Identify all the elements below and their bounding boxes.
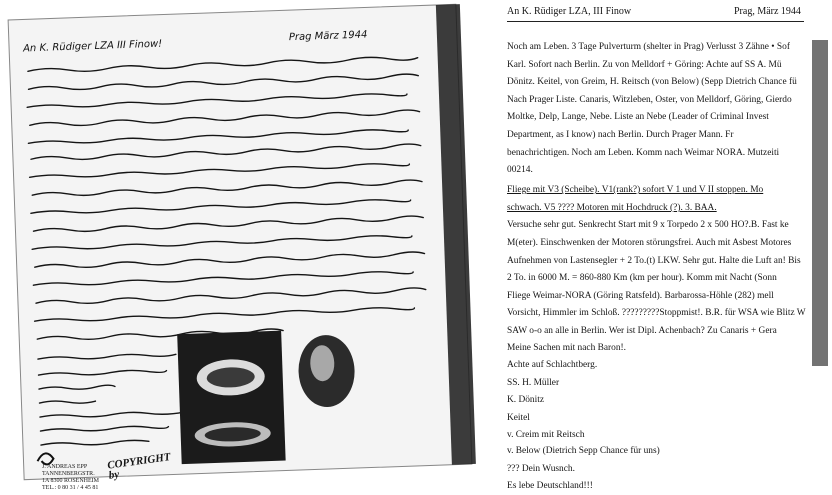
transcript-line: Vorsicht, Himmler im Schloß. ?????????Stoppmist!. B.R. für WSA wie Blitz W: [507, 308, 806, 318]
transcript-line: Fliege mit V3 (Scheibe). V1(rank?) sofort V 1 und V II stoppen. Mo: [507, 185, 764, 195]
transcript-line: schwach. V5 ???? Motoren mit Hochdruck (?). 3. BAA.: [507, 203, 717, 213]
handwritten-letter-scan: [4, 2, 476, 490]
transcript-line: Keitel: [507, 413, 530, 423]
heading-rule: [507, 21, 804, 22]
collector-stamp: J. ANDREAS EPP TANNENBERGSTR. 1A 8300 ROSENHEIM TEL.: 0 80 31 / 4 45 81: [42, 464, 100, 491]
transcript-line: Moltke, Delp, Lange, Nebe. Liste an Nebe (Leader of Criminal Invest: [507, 112, 769, 122]
transcript-line: Versuche sehr gut. Senkrecht Start mit 9 x Torpedo 2 x 500 HO?.B. Fast ke: [507, 220, 789, 230]
transcript-line: 2 To. in 6000 M. = 860-880 Km (km per hour). Komm mit Nacht (Sonn: [507, 273, 777, 283]
scanned-letter-image: [4, 2, 476, 490]
transcript-line: v. Below (Dietrich Sepp Chance für uns): [507, 446, 660, 456]
transcript-line: Department, as I know) nach Berlin. Durch Prager Mann. Fr: [507, 130, 734, 140]
transcript-line: Karl. Sofort nach Berlin. Zu von Melldorf + Göring: Achte auf SS A. Mü: [507, 60, 782, 70]
transcript-line: Fliege Weimar-NORA (Göring Ratsfeld). Barbarossa-Höhle (282) mell: [507, 291, 774, 301]
scan-edge-shadow: [812, 40, 828, 366]
transcript-line: ??? Dein Wusnch.: [507, 464, 575, 474]
transcript-line: benachrichtigen. Noch am Leben. Komm nach Weimar NORA. Mutzeiti: [507, 148, 780, 158]
transcript-line: Aufnehmen von Lastensegler + 2 To.(t) LKW. Sehr gut. Halte die Luft an! Bis: [507, 256, 801, 266]
transcript-line: Dönitz. Keitel, von Greim, H. Reitsch (von Below) (Sepp Dietrich Chance fü: [507, 77, 797, 87]
transcript-line: SAW o-o an alle in Berlin. Wer ist Dipl. Achenbach? Zu Canaris + Gera: [507, 326, 777, 336]
transcript-line: Meine Sachen mit nach Baron!.: [507, 343, 626, 353]
copyright-mark: COPYRIGHT by: [106, 451, 172, 482]
transcript-line: Noch am Leben. 3 Tage Pulverturm (shelter in Prag) Verlusst 3 Zähne • Sof: [507, 42, 790, 52]
handwritten-date: Prag März 1944: [288, 29, 368, 44]
transcript-line: M(eter). Einschwenken der Motoren störungsfrei. Auch mit Asbest Motores: [507, 238, 792, 248]
transcript-line: SS. H. Müller: [507, 378, 560, 388]
handwritten-heading: An K. Rüdiger LZA III Finow!: [22, 38, 163, 55]
transcript-line: 00214.: [507, 165, 533, 175]
transcript-line: Achte auf Schlachtberg.: [507, 360, 598, 370]
transcript-heading: An K. Rüdiger LZA, III Finow: [507, 6, 632, 17]
transcript-line: v. Creim mit Reitsch: [507, 430, 585, 440]
transcript-line: Nach Prager Liste. Canaris, Witzleben, Oster, von Melldorf, Göring, Gierdo: [507, 95, 792, 105]
transcript-line: Es lebe Deutschland!!!: [507, 481, 593, 491]
transcript-date: Prag, März 1944: [734, 6, 801, 17]
transcript-line: K. Dönitz: [507, 395, 544, 405]
